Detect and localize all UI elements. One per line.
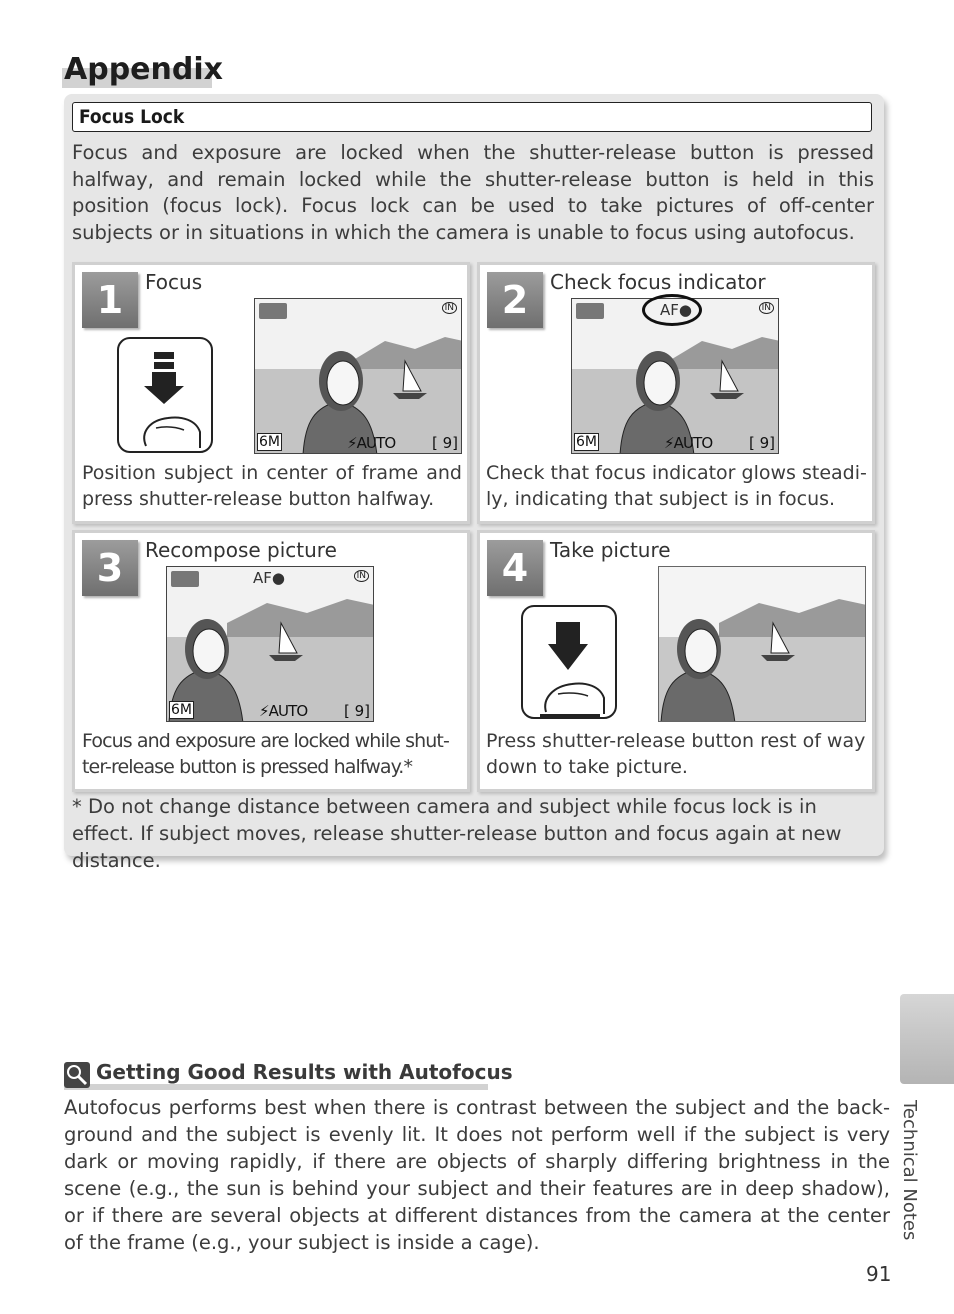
chapter-tab-label bbox=[884, 1100, 934, 1250]
camera-mode-icon bbox=[259, 303, 287, 319]
focus-indicator-highlight-circle bbox=[642, 294, 702, 326]
camera-mode-icon bbox=[576, 303, 604, 319]
shutter-half-press-icon bbox=[116, 336, 216, 456]
image-size-indicator: 6M bbox=[576, 434, 597, 450]
exposures-remaining: [ 9] bbox=[748, 434, 775, 452]
captured-photo bbox=[658, 566, 866, 722]
step-caption: Position subject in center of frame and press shutter-release button halfway. bbox=[82, 462, 462, 510]
chapter-tab bbox=[900, 994, 954, 1084]
step-caption: Focus and exposure are locked while shut-ter-release button is pressed halfway.* bbox=[82, 730, 449, 778]
step-number: 4 bbox=[487, 540, 543, 596]
exposures-remaining: [ 9] bbox=[343, 702, 370, 720]
shutter-full-press-icon bbox=[520, 604, 620, 722]
camera-monitor bbox=[254, 298, 462, 454]
step-label: Recompose picture bbox=[145, 538, 337, 562]
flash-mode-indicator: ⚡AUTO bbox=[259, 702, 308, 720]
focus-indicator: AF● bbox=[253, 569, 285, 587]
step-label: Check focus indicator bbox=[550, 270, 766, 294]
step-caption: Check that focus indicator glows steadi-ly, indicating that subject is in focus. bbox=[486, 462, 867, 510]
camera-mode-icon bbox=[171, 571, 199, 587]
note-icon bbox=[64, 1062, 90, 1088]
step-caption: Press shutter-release button rest of way down to take picture. bbox=[486, 730, 866, 778]
footnote: * Do not change distance between camera and subject while focus lock is in effect. If subject moves, release shutter-release button and focus again at new distance. bbox=[72, 795, 842, 872]
internal-memory-icon: IN bbox=[759, 302, 774, 314]
intro-text: Focus and exposure are locked when the shutter-release button is pressed halfway, and remain locked while the shutter-release button is held in this position (focus lock). Focus lock can be used to take pictures of off-center subjects or in situations in which the camera is unable to focus using autofocus. bbox=[72, 141, 874, 244]
step-number: 1 bbox=[82, 272, 138, 328]
chapter-tab-text: Technical Notes bbox=[899, 1100, 920, 1241]
flash-mode-indicator: ⚡AUTO bbox=[664, 434, 713, 452]
note-title: Getting Good Results with Autofocus bbox=[96, 1060, 513, 1084]
page-number: 91 bbox=[866, 1262, 892, 1286]
note-title-underline bbox=[64, 1084, 488, 1090]
section-title: Focus Lock bbox=[72, 102, 872, 132]
image-size-indicator: 6M bbox=[171, 702, 192, 718]
internal-memory-icon: IN bbox=[442, 302, 457, 314]
camera-monitor bbox=[166, 566, 374, 722]
focus-indicator: AF● bbox=[660, 301, 692, 319]
note-body: Autofocus performs best when there is contrast between the subject and the back-ground and the subject is evenly lit. It does not perform well if the subject is very dark or moving rapidly, if there are objects of sharply differing brightness in the scene (e.g., the sun is behind your subject and their features are in deep shadow), or if there are several objects at different distances from the camera at the center of the frame (e.g., your subject is inside a cage). bbox=[64, 1096, 890, 1254]
flash-mode-indicator: ⚡AUTO bbox=[347, 434, 396, 452]
step-number: 2 bbox=[487, 272, 543, 328]
exposures-remaining: [ 9] bbox=[431, 434, 458, 452]
step-label: Take picture bbox=[550, 538, 671, 562]
step-number: 3 bbox=[82, 540, 138, 596]
page-title: Appendix bbox=[64, 52, 223, 87]
step-label: Focus bbox=[145, 270, 203, 294]
internal-memory-icon: IN bbox=[354, 570, 369, 582]
image-size-indicator: 6M bbox=[259, 434, 280, 450]
